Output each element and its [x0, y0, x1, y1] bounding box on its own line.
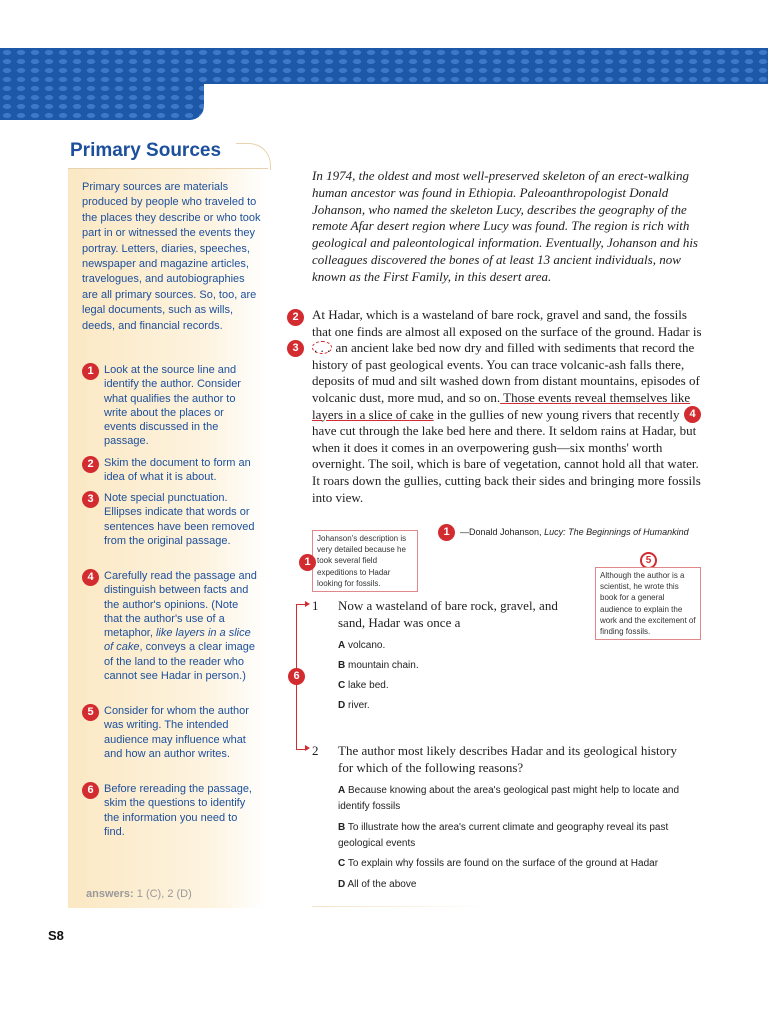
bracket-arrow-top [305, 601, 310, 607]
answer-option [338, 698, 370, 714]
author-note: Johanson's description is very detailed because he took several field expeditions to Hadar looking for fossils. [312, 530, 418, 592]
metaphor-underline: Those events reveal themselves like layers in a slice of cake [312, 389, 691, 422]
bottom-rule [312, 906, 492, 907]
answer-option [338, 658, 419, 674]
tip-text-part: Carefully read the passage and distinguish between facts and the author's opinions. (Note that the author's use of a metaphor, [104, 570, 257, 640]
answers-label: answers: [86, 888, 134, 900]
answer-key [86, 888, 192, 900]
audience-note: Although the author is a scientist, he wrote this book for a general audience to explain the work and the excitement of finding fossils. [595, 567, 701, 640]
ellipsis-highlight: . . . [314, 340, 331, 356]
title-rule-curve [236, 143, 271, 170]
passage-marker-2: 2 [287, 309, 304, 326]
bracket-marker-6: 6 [288, 668, 305, 685]
passage-body [312, 307, 704, 506]
tip-number-badge: 1 [82, 363, 99, 380]
tip-2 [82, 456, 258, 485]
tip-number-badge: 4 [82, 569, 99, 586]
option-letter: D [338, 700, 346, 711]
header-band-tab [0, 84, 204, 120]
option-text: lake bed. [348, 680, 389, 691]
answer-option [338, 820, 708, 852]
note-marker-1: 1 [299, 554, 316, 571]
tip-5 [82, 704, 258, 761]
option-text: mountain chain. [348, 660, 419, 671]
option-letter: B [338, 822, 346, 833]
tip-number-badge: 5 [82, 704, 99, 721]
option-letter: C [338, 858, 346, 869]
tip-6 [82, 782, 258, 839]
option-letter: A [338, 640, 346, 651]
tip-text: Skim the document to form an idea of what it is about. [104, 457, 251, 484]
note-marker-5: 5 [640, 552, 657, 569]
option-letter: D [338, 879, 346, 890]
tip-text [99, 569, 258, 683]
question-number: 1 [312, 598, 319, 613]
option-text: Because knowing about the area's geological past might help to locate and identify fossils [338, 785, 680, 812]
option-text: volcano. [348, 640, 386, 651]
answers-value: 1 (C), 2 (D) [136, 888, 192, 900]
option-letter: C [338, 680, 346, 691]
source-title: Lucy: The Beginnings of Humankind [544, 527, 689, 537]
tip-metaphor: like layers in a slice of cake [104, 627, 251, 654]
tip-4 [82, 569, 258, 683]
question-stem: The author most likely describes Hadar and its geological history for which of the following reasons? [338, 743, 677, 775]
answer-option [338, 678, 389, 694]
header-band [0, 48, 768, 120]
source-marker-1: 1 [438, 524, 455, 541]
passage-text: in the gullies of new young rivers that recently have cut through the lake bed here and there. It seldom rains at Hadar, but when it does it comes in an overpowering gush—six months' worth overnight. The soil, which is bare of vegetation, cannot hold all that water. It roars down the gullies, cutting back their sides and bringing more fossils into view. [312, 406, 701, 505]
passage-intro: In 1974, the oldest and most well-preserved skeleton of an erect-walking human ancestor was found in Ethiopia. Paleoanthropologist Donald Johanson, who named the skeleton Lucy, describes the geography of the remote Afar desert region where Lucy was found. The region is rich with geological and paleontological information. Eventually, Johanson and his colleagues discovered the bones of at least 13 ancient individuals, now known as the First Family, in this desert area. [312, 168, 698, 284]
page-number: S8 [48, 928, 64, 943]
header-band-pattern [0, 48, 768, 84]
tip-text: Consider for whom the author was writing. The intended audience may influence what and how an author writes. [104, 705, 249, 760]
bracket-arrow-bottom [305, 745, 310, 751]
tip-number-badge: 2 [82, 456, 99, 473]
tip-text: Before rereading the passage, skim the questions to identify the information you need to find. [104, 783, 252, 838]
passage-text: an ancient lake bed now dry and filled with sediments that record the history of past geological events. You can trace volcanic-ash falls there, deposits of mud and silt washed down from distant mountains, episodes of volcanic dust, more mud, and so on. [312, 340, 700, 405]
tip-3 [82, 491, 258, 548]
passage-marker-3: 3 [287, 340, 304, 357]
source-author: —Donald Johanson, [460, 527, 545, 537]
tip-text: Note special punctuation. Ellipses indicate that words or sentences have been removed from the original passage. [104, 492, 255, 547]
option-text: All of the above [347, 879, 417, 890]
page-title: Primary Sources [70, 140, 222, 161]
tip-number-badge: 3 [82, 491, 99, 508]
option-letter: B [338, 660, 346, 671]
tip-1 [82, 363, 258, 449]
source-line [460, 527, 689, 537]
sidebar-intro: Primary sources are materials produced by people who traveled to the places they describe or who took part in or witnessed the events they portray. Letters, diaries, speeches, newspaper and magazine articles, travelogues, and autobiographies are all primary sources. So, too, are legal documents, such as wills, deeds, and financial records. [82, 181, 261, 332]
answer-option [338, 856, 708, 872]
option-text: To explain why fossils are found on the surface of the ground at Hadar [347, 858, 659, 869]
passage-text: At Hadar, which is a wasteland of bare rock, gravel and sand, the fossils that one finds are almost all exposed on the surface of the ground. Hadar is [312, 307, 702, 339]
tip-text-part: , conveys a clear image of the land to the reader who cannot see Hadar in person.) [104, 641, 256, 683]
tip-text: Look at the source line and identify the author. Consider what qualifies the author to write about the places or events discussed in the passage. [104, 364, 241, 448]
passage-marker-4: 4 [684, 406, 701, 423]
answer-option [338, 783, 708, 815]
option-letter: A [338, 785, 346, 796]
option-text: To illustrate how the area's current climate and geography reveal its past geological events [338, 822, 669, 849]
tip-number-badge: 6 [82, 782, 99, 799]
option-text: river. [348, 700, 370, 711]
answer-option [338, 638, 385, 654]
question-stem: Now a wasteland of bare rock, gravel, and sand, Hadar was once a [338, 598, 558, 630]
question-number: 2 [312, 743, 319, 758]
answer-option [338, 877, 708, 893]
